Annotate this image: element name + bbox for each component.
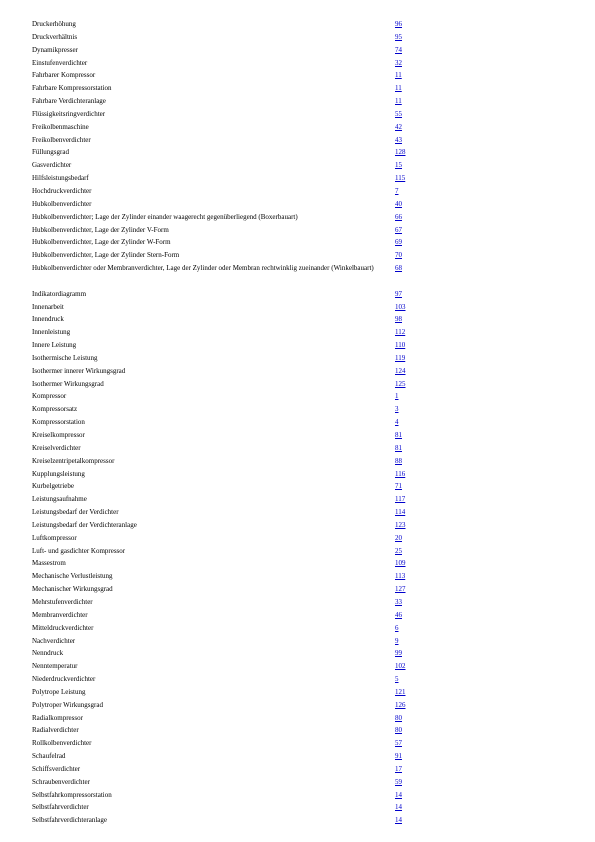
index-term: Rollkolbenverdichter: [32, 739, 92, 748]
index-term: Hubkolbenverdichter, Lage der Zylinder W-Form: [32, 238, 171, 247]
index-term: Mechanische Verlustleistung: [32, 572, 113, 581]
index-term: Druckverhältnis: [32, 32, 78, 41]
page-number-link[interactable]: 4: [395, 418, 399, 427]
page-number-link[interactable]: 103: [395, 302, 406, 311]
page-number-link[interactable]: 113: [395, 572, 406, 581]
index-row: [0, 200, 595, 213]
page-number-link[interactable]: 14: [395, 803, 402, 812]
page-number-link[interactable]: 128: [395, 148, 406, 157]
index-term: Nachverdichter: [32, 636, 76, 645]
page-number-link[interactable]: 46: [395, 610, 402, 619]
index-row: [0, 624, 595, 637]
page-number-link[interactable]: 42: [395, 122, 402, 131]
page-number-link[interactable]: 9: [395, 636, 399, 645]
page-number-link[interactable]: 112: [395, 328, 406, 337]
index-row: [0, 123, 595, 136]
index-term: Massestrom: [32, 559, 66, 568]
index-term: Selbstfahrkompressorstation: [32, 790, 112, 799]
index-term: Hubkolbenverdichter; Lage der Zylinder einander waagerecht gegenüberliegend (Boxerbauart): [32, 212, 298, 221]
index-row: [0, 187, 595, 200]
index-term: Druckerhöhung: [32, 20, 76, 28]
page-number-link[interactable]: 119: [395, 353, 406, 362]
index-row: [0, 701, 595, 714]
index-row: [0, 354, 595, 367]
index-term: Mechanischer Wirkungsgrad: [32, 585, 113, 594]
page-number-link[interactable]: 127: [395, 585, 406, 594]
index-term: Nenndruck: [32, 649, 64, 658]
page-number-link[interactable]: 33: [395, 597, 402, 606]
page-number-link[interactable]: 95: [395, 32, 402, 41]
index-term: Mitteldruckverdichter: [32, 623, 94, 632]
index-term: Radialverdichter: [32, 726, 79, 735]
index-row: [0, 290, 595, 303]
index-row: [0, 662, 595, 675]
index-row: [0, 521, 595, 534]
index-row: [0, 97, 595, 110]
page-number-link[interactable]: 114: [395, 508, 406, 517]
index-term: Radialkompressor: [32, 713, 83, 722]
index-list: [0, 20, 595, 829]
index-row: [0, 251, 595, 264]
page-number-link[interactable]: 70: [395, 251, 402, 260]
index-row: [0, 495, 595, 508]
index-term: Hubkolbenverdichter oder Membranverdichter, Lage der Zylinder oder Membran rechtwinklig zueinander (Winkelbauart): [32, 264, 374, 273]
page-number-link[interactable]: 1: [395, 392, 399, 401]
page-number-link[interactable]: 80: [395, 713, 402, 722]
page-number-link[interactable]: 97: [395, 289, 402, 298]
index-term: Einstufenverdichter: [32, 58, 88, 67]
page-number-link[interactable]: 40: [395, 199, 402, 208]
page-number-link[interactable]: 17: [395, 764, 402, 773]
index-term: Leistungsaufnahme: [32, 495, 87, 504]
page-number-link[interactable]: 116: [395, 469, 406, 478]
index-term: Hilfsleistungsbedarf: [32, 174, 89, 183]
index-row: [0, 380, 595, 393]
index-row: [0, 778, 595, 791]
page-number-link[interactable]: 14: [395, 790, 402, 799]
page-number-link[interactable]: 11: [395, 97, 402, 106]
index-row: [0, 315, 595, 328]
index-term: Membranverdichter: [32, 610, 88, 619]
index-term: Niederdruckverdichter: [32, 675, 96, 684]
index-row: [0, 752, 595, 765]
page-number-link[interactable]: 67: [395, 225, 402, 234]
page-number-link[interactable]: 96: [395, 20, 402, 28]
index-term: Dynamikpresser: [32, 45, 78, 54]
page-number-link[interactable]: 91: [395, 752, 402, 761]
index-term: Kreiselkompressor: [32, 431, 85, 439]
index-term: Fahrbare Kompressorstation: [32, 84, 112, 93]
index-row: [0, 303, 595, 316]
page-number-link[interactable]: 11: [395, 84, 402, 93]
page-number-link[interactable]: 55: [395, 109, 402, 118]
page-number-link[interactable]: 32: [395, 58, 402, 67]
index-term: Schaufelrad: [32, 752, 66, 761]
page-number-link[interactable]: 109: [395, 559, 406, 568]
index-row: [0, 726, 595, 739]
index-row: [0, 547, 595, 560]
page-number-link[interactable]: 121: [395, 687, 406, 696]
index-term: Isothermer innerer Wirkungsgrad: [32, 366, 126, 375]
page-number-link[interactable]: 6: [395, 623, 399, 632]
index-row: [0, 534, 595, 547]
index-row: [0, 148, 595, 161]
index-row: [0, 637, 595, 650]
index-term: Gasverdichter: [32, 161, 72, 170]
page-number-link[interactable]: 102: [395, 662, 406, 671]
index-term: Schiffsverdichter: [32, 764, 81, 773]
index-term: Selbstfahrverdichter: [32, 803, 89, 812]
page-number-link[interactable]: 71: [395, 482, 402, 491]
index-row: [0, 714, 595, 727]
index-row: [0, 367, 595, 380]
index-row: [0, 110, 595, 123]
page-number-link[interactable]: 115: [395, 174, 406, 183]
page-number-link[interactable]: 81: [395, 443, 402, 452]
index-row: [0, 598, 595, 611]
page-number-link[interactable]: 5: [395, 675, 399, 684]
index-row: [0, 161, 595, 174]
index-row: [0, 341, 595, 354]
page-number-link[interactable]: 110: [395, 341, 406, 350]
index-term: Innendruck: [32, 315, 64, 324]
page-number-link[interactable]: 88: [395, 456, 402, 465]
page-number-link[interactable]: 126: [395, 700, 406, 709]
index-term: Hochdruckverdichter: [32, 186, 92, 195]
index-term: Polytroper Wirkungsgrad: [32, 700, 103, 709]
index-row: [0, 585, 595, 598]
index-row: [0, 328, 595, 341]
page-number-link[interactable]: 3: [395, 405, 399, 414]
index-row: [0, 470, 595, 483]
index-term: Isothermer Wirkungsgrad: [32, 379, 104, 388]
index-row: [0, 482, 595, 495]
index-term: Kupplungsleistung: [32, 469, 85, 478]
page-number-link[interactable]: 124: [395, 366, 406, 375]
index-term: Flüssigkeitsringverdichter: [32, 109, 106, 118]
page-number-link[interactable]: 68: [395, 264, 402, 273]
index-row: [0, 71, 595, 84]
index-term: Leistungsbedarf der Verdichter: [32, 508, 119, 517]
index-term: Isothermische Leistung: [32, 353, 98, 362]
index-term: Hubkolbenverdichter: [32, 199, 92, 208]
page-number-link[interactable]: 123: [395, 520, 406, 529]
index-row: [0, 688, 595, 701]
index-term: Mehrstufenverdichter: [32, 597, 93, 606]
page-number-link[interactable]: 15: [395, 161, 402, 170]
page-number-link[interactable]: 57: [395, 739, 402, 748]
index-row: [0, 431, 595, 444]
index-term: Innenarbeit: [32, 302, 64, 311]
index-term: Innenleistung: [32, 328, 71, 337]
page-number-link[interactable]: 69: [395, 238, 402, 247]
index-term: Kreiselzentripetalkompressor: [32, 456, 115, 465]
index-term: Kompressorstation: [32, 418, 85, 427]
page-number-link[interactable]: 80: [395, 726, 402, 735]
index-row: [0, 46, 595, 59]
index-term: Fahrbarer Kompressor: [32, 71, 96, 80]
index-row: [0, 405, 595, 418]
page-number-link[interactable]: 20: [395, 533, 402, 542]
index-term: Freikolbenverdichter: [32, 135, 91, 144]
index-term: Kurbelgetriebe: [32, 482, 74, 491]
index-row: [0, 457, 595, 470]
index-row: [0, 791, 595, 804]
index-term: Schraubenverdichter: [32, 777, 90, 786]
index-row: [0, 649, 595, 662]
page-number-link[interactable]: 99: [395, 649, 402, 658]
index-row: [0, 84, 595, 97]
page-number-link[interactable]: 7: [395, 186, 399, 195]
index-row: [0, 213, 595, 226]
index-term: Kompressor: [32, 392, 67, 401]
index-row: [0, 174, 595, 187]
index-row: [0, 136, 595, 149]
page-number-link[interactable]: 11: [395, 71, 402, 80]
index-row: [0, 739, 595, 752]
page-number-link[interactable]: 25: [395, 546, 402, 555]
index-term: Leistungsbedarf der Verdichteranlage: [32, 520, 137, 529]
index-term: Kompressorsatz: [32, 405, 78, 414]
index-row: [0, 418, 595, 431]
page-number-link[interactable]: 14: [395, 816, 402, 825]
index-term: Indikatordiagramm: [32, 289, 87, 298]
index-row: [0, 392, 595, 405]
index-term: Luftkompressor: [32, 533, 77, 542]
page-number-link[interactable]: 74: [395, 45, 402, 54]
page-number-link[interactable]: 43: [395, 135, 402, 144]
index-row: [0, 765, 595, 778]
index-term: Polytrope Leistung: [32, 687, 86, 696]
index-row: [0, 59, 595, 72]
index-row: [0, 803, 595, 816]
index-row: [0, 816, 595, 829]
page-number-link[interactable]: 59: [395, 777, 402, 786]
index-row: [0, 444, 595, 457]
index-row: [0, 611, 595, 624]
index-row: [0, 33, 595, 46]
index-term: Füllungsgrad: [32, 148, 69, 157]
index-term: Freikolbenmaschine: [32, 122, 89, 131]
index-row: [0, 226, 595, 239]
index-term: Kreiselverdichter: [32, 443, 81, 452]
index-term: Selbstfahrverdichteranlage: [32, 816, 108, 825]
index-term: Luft- und gasdichter Kompressor: [32, 546, 126, 555]
index-row: [0, 559, 595, 572]
index-row: [0, 20, 595, 33]
page-number-link[interactable]: 125: [395, 379, 406, 388]
index-row: [0, 508, 595, 521]
index-term: Nenntemperatur: [32, 662, 78, 671]
index-term: Innere Leistung: [32, 341, 77, 350]
page-number-link[interactable]: 117: [395, 495, 406, 504]
page-number-link[interactable]: 98: [395, 315, 402, 324]
index-term: Fahrbare Verdichteranlage: [32, 97, 106, 106]
index-row: [0, 675, 595, 688]
page-number-link[interactable]: 66: [395, 212, 402, 221]
index-row: [0, 572, 595, 585]
index-term: Hubkolbenverdichter, Lage der Zylinder V-Form: [32, 225, 169, 234]
index-row: [0, 264, 595, 290]
page-number-link[interactable]: 81: [395, 431, 402, 439]
index-term: Hubkolbenverdichter, Lage der Zylinder Stern-Form: [32, 251, 180, 260]
index-row: [0, 238, 595, 251]
